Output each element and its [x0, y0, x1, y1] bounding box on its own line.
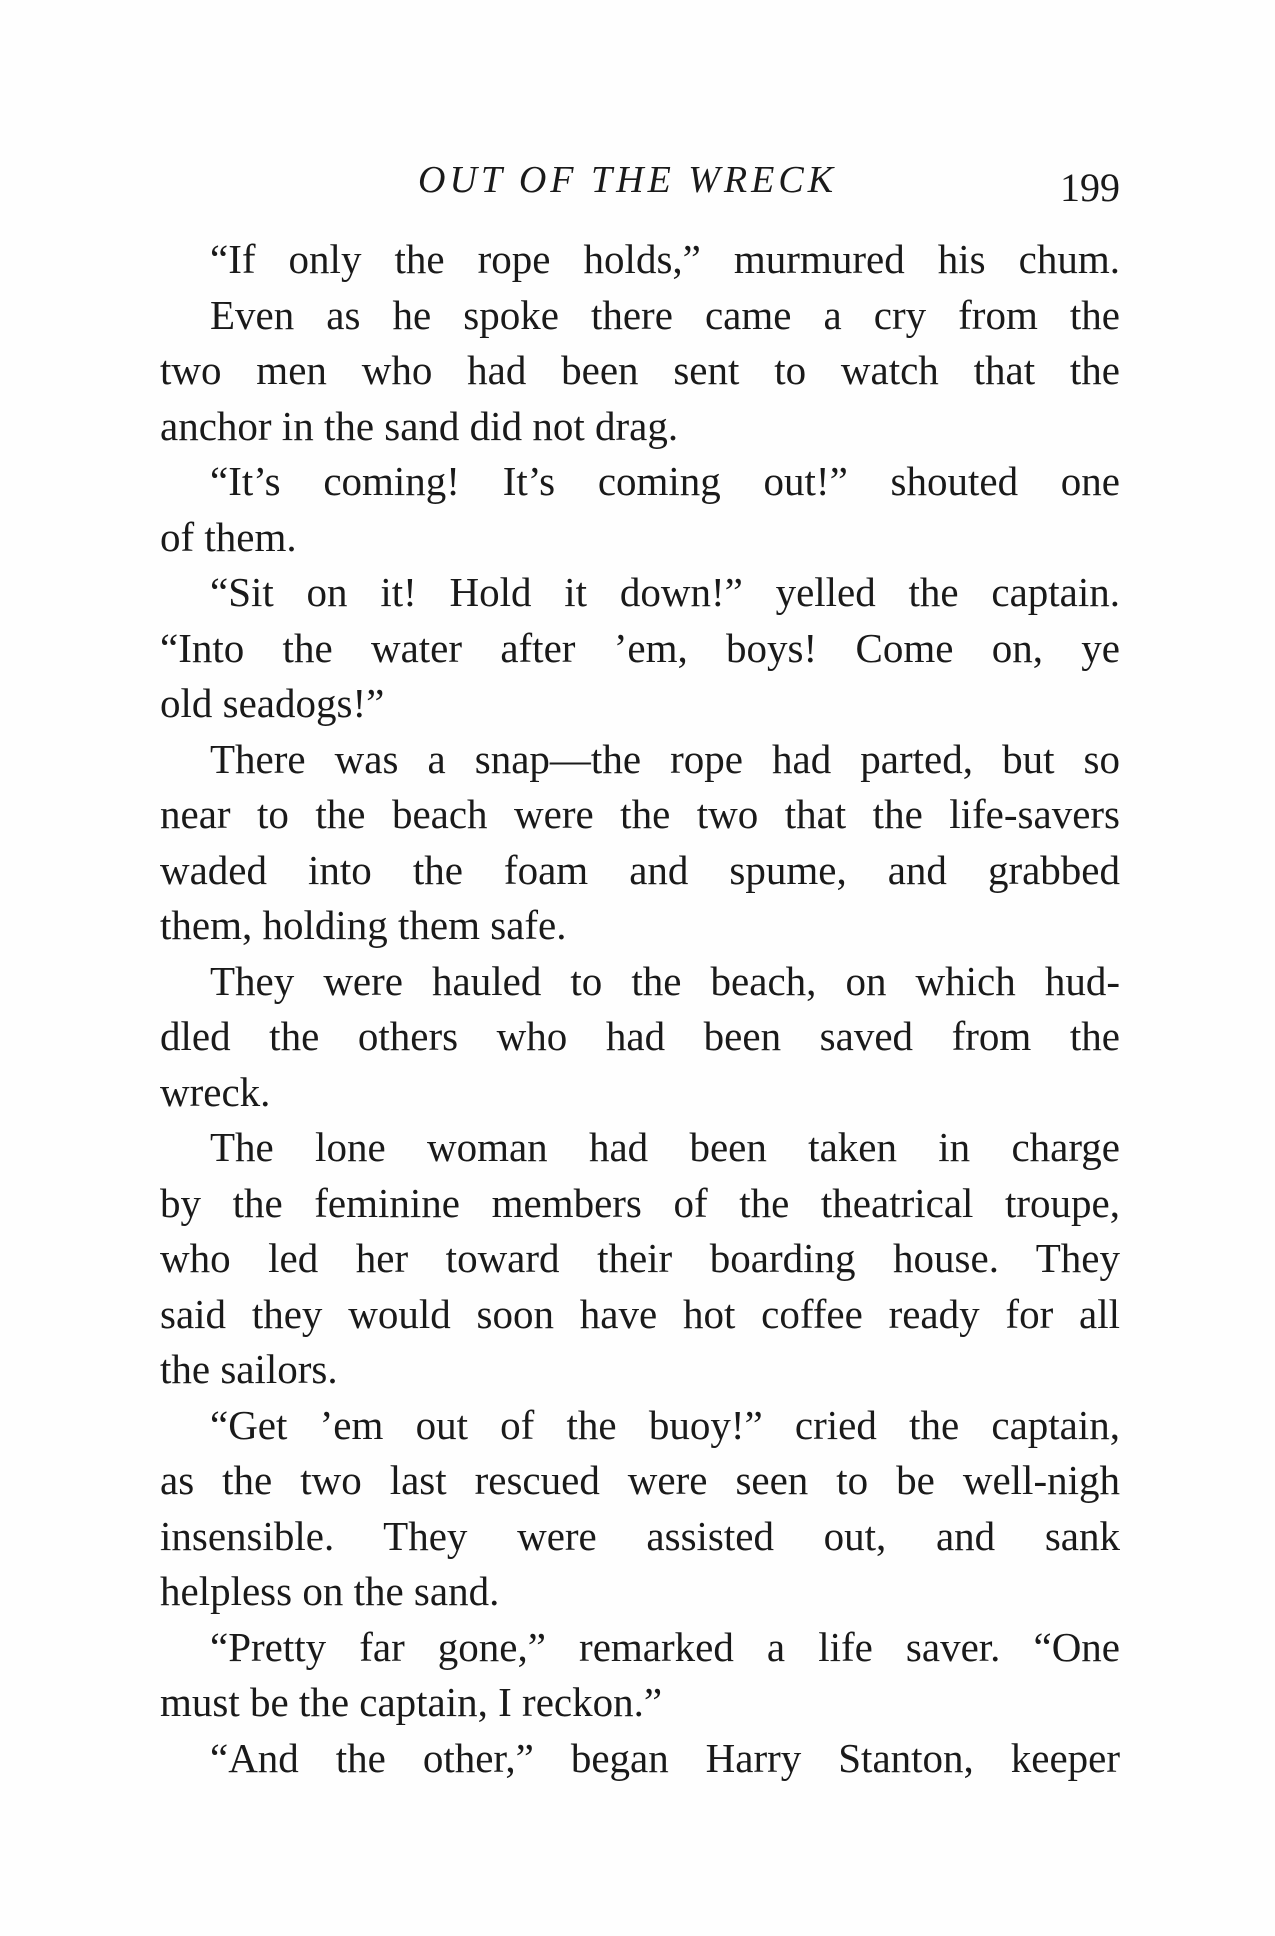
text-line: as the two last rescued were seen to be well-nigh: [160, 1457, 1120, 1503]
text-line: of them.: [160, 513, 297, 560]
text-line: “It’s coming! It’s coming out!” shouted one: [210, 458, 1120, 504]
text-line: who led her toward their boarding house. They: [160, 1235, 1120, 1281]
page-number: 199: [1060, 165, 1120, 210]
text-line: There was a snap—the rope had parted, but so: [210, 735, 1120, 782]
text-line: “Pretty far gone,” remarked a life saver. “One: [210, 1623, 1120, 1670]
text-line: the sailors.: [160, 1346, 338, 1392]
text-line: They were hauled to the beach, on which hud-: [210, 957, 1120, 1004]
running-header: [160, 158, 1120, 218]
text-line: Even as he spoke there came a cry from the: [210, 291, 1120, 338]
text-line: insensible. They were assisted out, and sank: [160, 1512, 1120, 1559]
text-line: helpless on the sand.: [160, 1568, 500, 1614]
text-line: waded into the foam and spume, and grabbed: [160, 846, 1120, 893]
text-line: near to the beach were the two that the life-savers: [160, 791, 1120, 837]
text-line: dled the others who had been saved from the: [160, 1013, 1120, 1059]
running-title: OUT OF THE WRECK: [418, 159, 838, 201]
text-line: “Sit on it! Hold it down!” yelled the captain.: [210, 569, 1120, 615]
body-text: [160, 232, 1120, 1786]
text-line: two men who had been sent to watch that the: [160, 347, 1120, 393]
text-line: said they would soon have hot coffee ready for all: [160, 1290, 1120, 1337]
text-line: “And the other,” began Harry Stanton, keeper: [210, 1734, 1120, 1781]
text-line: wreck.: [160, 1068, 271, 1115]
text-line: them, holding them safe.: [160, 902, 567, 948]
text-line: old seadogs!”: [160, 680, 385, 726]
text-line: “Get ’em out of the buoy!” cried the captain,: [210, 1401, 1120, 1448]
text-line: by the feminine members of the theatrical troupe,: [160, 1179, 1120, 1226]
text-line: anchor in the sand did not drag.: [160, 402, 679, 449]
text-line: “Into the water after ’em, boys! Come on, ye: [160, 624, 1120, 671]
text-line: must be the captain, I reckon.”: [160, 1679, 663, 1725]
text-line: “If only the rope holds,” murmured his chum.: [210, 236, 1120, 282]
text-line: The lone woman had been taken in charge: [210, 1124, 1120, 1170]
